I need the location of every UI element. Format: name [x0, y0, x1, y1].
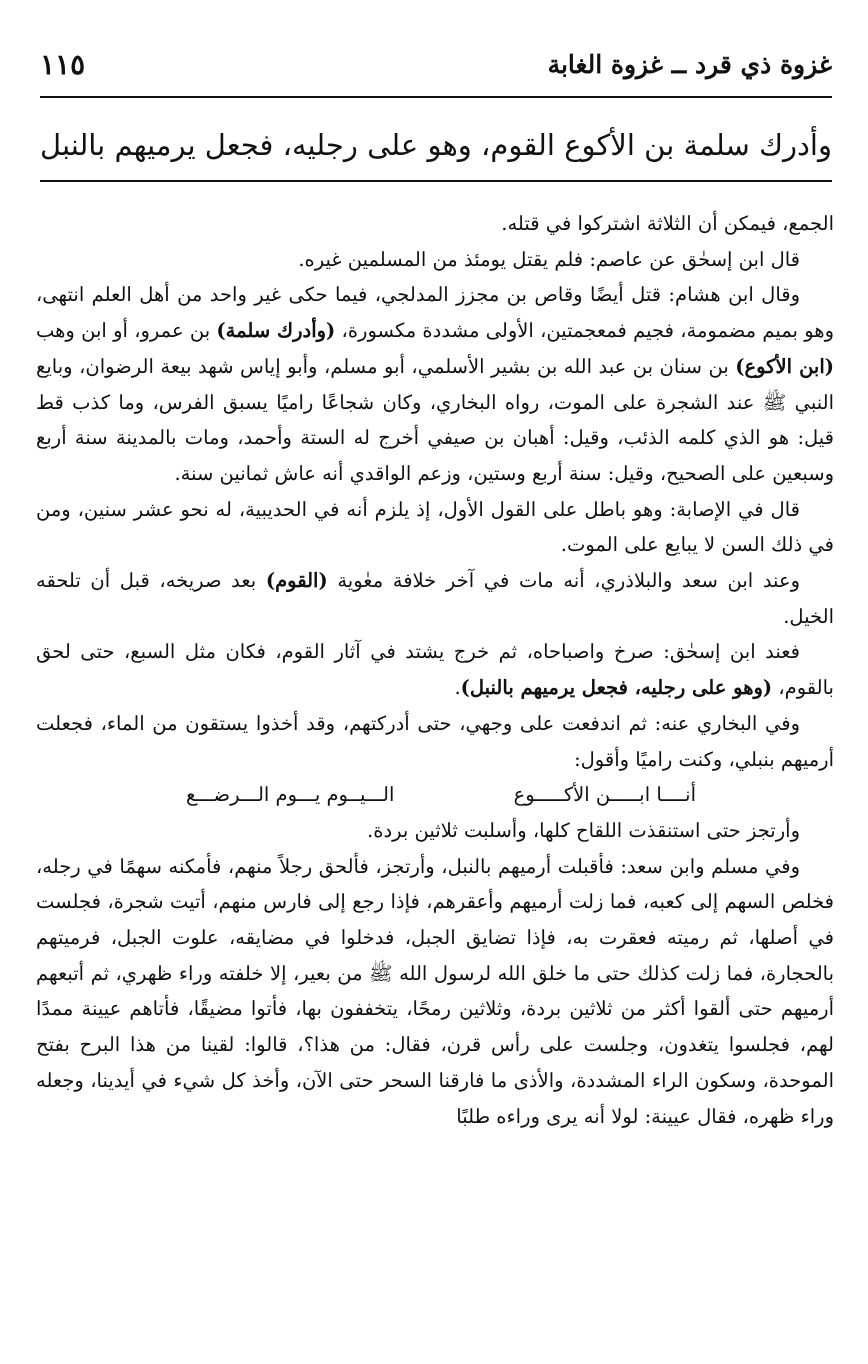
text-run: بن عمرو، أو ابن وهب [36, 319, 217, 343]
commentary-body [36, 206, 834, 1134]
text-run: بعد صريخه، قبل أن تلحقه الخيل. [36, 569, 834, 628]
matn-text: وأدرك سلمة بن الأكوع القوم، وهو على رجليه، فجعل يرميهم بالنبل [40, 112, 832, 182]
paragraphs-after-verse [36, 813, 834, 1134]
paragraphs-before-verse [36, 206, 834, 777]
bold-quote: (وهو على رجليه، فجعل يرميهم بالنبل) [460, 676, 773, 700]
bold-quote: (ابن الأكوع) [735, 354, 834, 378]
page-header [40, 36, 832, 98]
text-run: قال في الإصابة: وهو باطل على القول الأول، إذ يلزم أنه في الحديبية، له نحو عشر سنين، ومن في ذلك السن لا يبايع على الموت. [36, 497, 834, 557]
paragraph [36, 813, 834, 849]
text-run: الجمع، فيمكن أن الثلاثة اشتركوا في قتله. [501, 212, 834, 235]
bold-quote: (القوم) [265, 569, 328, 593]
text-run: فعند ابن إسحٰق: صرخ واصباحاه، ثم خرج يشتد في آثار القوم، فكان مثل السبع، حتى لحق بالقوم، [36, 640, 834, 700]
verse-first-hemistich: أنــــا ابـــــن الأكـــــوع [513, 783, 696, 807]
text-run: . [454, 676, 461, 700]
text-run: وقال ابن هشام: قتل أيضًا وقاص بن مجزز المدلجي، فيما حكى غير واحد من أهل العلم انتهى، وهو بميم مضمومة، فجيم فمعجمتين، الأولى مشددة مكسورة، [36, 283, 834, 343]
page-number: ١١٥ [40, 48, 86, 81]
text-run: قال ابن إسحٰق عن عاصم: فلم يقتل يومئذ من المسلمين غيره. [298, 247, 800, 271]
text-run: بن سنان بن عبد الله بن بشير الأسلمي، أبو مسلم، وأبو إياس شهد بيعة الرضوان، وبايع النبي ﷺ عند الشجرة على الموت، رواه البخاري، وكان شجاعًا راميًا يسبق الفرس، وما كذب قط قيل: هو الذي كلمه الذئب، وقيل: أهبان بن صيفي أخرج له الستة وأحمد، ومات بالمدينة سنة أربع وسبعين على الصحيح، وقيل: سنة أربع وستين، وزعم الواقدي أنه عاش ثمانين سنة. [36, 354, 834, 485]
paragraph [36, 706, 834, 777]
paragraph [36, 277, 834, 491]
text-run: وفي البخاري عنه: ثم اندفعت على وجهي، حتى أدركتهم، وقد أخذوا يستقون من الماء، فجعلت أرميهم بنبلي، وكنت راميًا وأقول: [36, 711, 834, 771]
running-title: غزوة ذي قرد ــ غزوة الغابة [547, 50, 832, 79]
paragraph [36, 634, 834, 705]
bold-quote: (وأدرك سلمة) [216, 319, 336, 343]
paragraph [36, 849, 834, 1135]
verse-second-hemistich: الـــيــوم يـــوم الـــرضـــع [186, 783, 395, 807]
paragraph [36, 563, 834, 634]
text-run: وفي مسلم وابن سعد: فأقبلت أرميهم بالنبل، وأرتجز، فألحق رجلاً منهم، فأمكنه سهمًا في رجله، فخلص السهم إلى كعبه، فما زلت أرميهم وأعقرهم، فإذا رجع إلى فارس منهم، أتيت شجرة، فجلست في أصلها، ثم رميته فعقرت به، فإذا تضايق الجبل، فدخلوا في مضايقه، علوت الجبل، فرميتهم بالحجارة، فما زلت كذلك حتى ما خلق الله لرسول الله ﷺ من بعير، إلا خلفته وراء ظهري، ثم أتبعهم أرميهم حتى ألقوا أكثر من ثلاثين بردة، وثلاثين رمحًا، يتخففون بها، فأتوا مضيقًا، فأتاهم عيينة ممدًا لهم، فجلسوا يتغدون، وجلست على رأس قرن، فقال: من هذا؟، قالوا: لقينا من هذا البرح بفتح الموحدة، وسكون الراء المشددة، والأذى ما فارقنا السحر حتى الآن، وأخذ كل شيء في أيدينا، وجعله وراء ظهره، فقال عيينة: لولا أنه يرى وراءه طلبًا [36, 854, 834, 1128]
paragraph [36, 206, 834, 242]
verse-line [36, 777, 834, 813]
text-run: وأرتجز حتى استنقذت اللقاح كلها، وأسلبت ثلاثين بردة. [367, 818, 800, 842]
paragraph [36, 242, 834, 278]
text-run: وعند ابن سعد والبلاذري، أنه مات في آخر خلافة معٰوية [327, 569, 800, 593]
paragraph [36, 492, 834, 563]
